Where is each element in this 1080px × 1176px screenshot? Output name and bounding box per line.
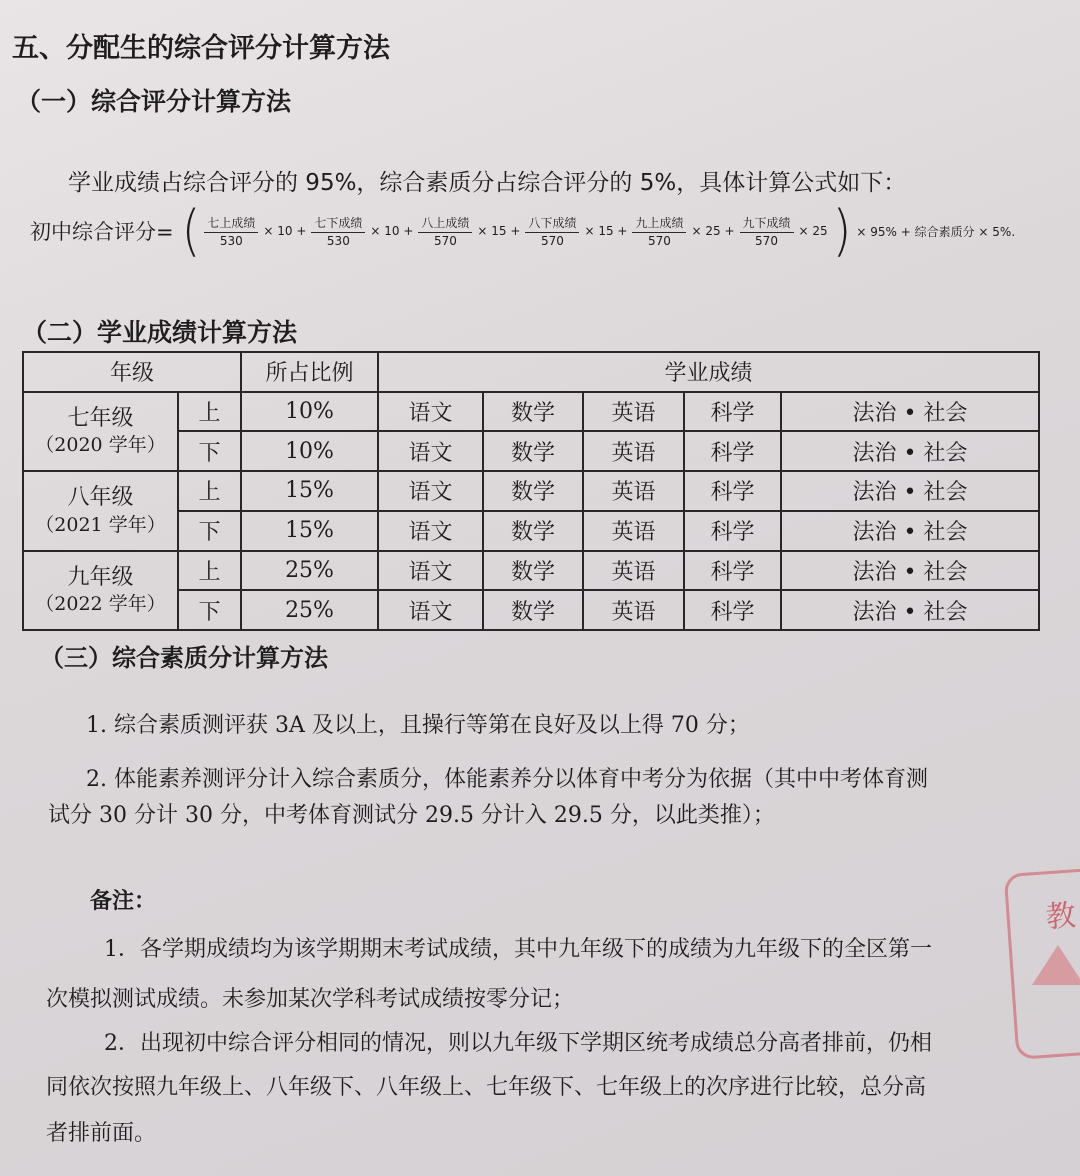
- subject-cell: 语文: [378, 590, 483, 630]
- fraction-numerator: 九下成绩: [740, 214, 794, 233]
- fraction-numerator: 八上成绩: [418, 214, 472, 233]
- quality-rule-1: 1. 综合素质测评获 3A 及以上，且操行等第在良好及以上得 70 分；: [86, 713, 750, 738]
- formula-label: 初中综合评分=: [30, 220, 174, 244]
- fraction-numerator: 八下成绩: [525, 214, 579, 233]
- subject-cell: 语文: [378, 551, 483, 591]
- formula-right-paren: ): [832, 198, 852, 264]
- fraction-denominator: 570: [540, 234, 564, 248]
- formula-fraction: [418, 214, 472, 248]
- subject-cell: 英语: [583, 551, 684, 591]
- note-2-line-2: 同依次按照九年级上、八年级下、八年级上、七年级下、七年级上的次序进行比较，总分高: [46, 1075, 927, 1100]
- grade-year: （2021 学年）: [35, 513, 166, 536]
- term-cell: 下: [178, 511, 241, 551]
- note-1-line-2: 次模拟测试成绩。未参加某次学科考试成绩按零分记；: [46, 987, 575, 1012]
- formula-fraction: [632, 214, 686, 248]
- section-1-intro: 学业成绩占综合评分的 95%，综合素质分占综合评分的 5%，具体计算公式如下：: [68, 170, 907, 196]
- subject-cell: 语文: [378, 471, 483, 511]
- formula-fraction: [740, 214, 794, 248]
- formula-operator: × 10 +: [263, 224, 307, 238]
- grade-name: 八年级: [67, 485, 134, 511]
- term-cell: 上: [178, 551, 241, 591]
- formula-fraction: [204, 214, 258, 248]
- ratio-cell: 25%: [241, 590, 378, 630]
- seal-star-icon: [1032, 945, 1080, 985]
- subject-cell: 数学: [483, 392, 583, 432]
- header-grade: 年级: [23, 352, 241, 392]
- subject-cell: 科学: [684, 392, 781, 432]
- fraction-denominator: 570: [755, 234, 778, 248]
- subject-cell: 英语: [583, 471, 684, 511]
- subject-cell: 英语: [583, 392, 684, 432]
- subject-cell: 数学: [483, 511, 583, 551]
- subject-cell: 科学: [684, 431, 781, 471]
- fraction-denominator: 530: [326, 234, 350, 248]
- subject-cell: 法治 • 社会: [781, 551, 1039, 591]
- header-ratio: 所占比例: [241, 352, 378, 392]
- formula-fraction: [311, 214, 365, 248]
- formula-tail: × 95% + 综合素质分 × 5%.: [856, 224, 1016, 239]
- term-cell: 下: [178, 431, 241, 471]
- subject-cell: 语文: [378, 431, 483, 471]
- section-3-title: （三）综合素质分计算方法: [40, 644, 328, 672]
- term-cell: 上: [178, 392, 241, 432]
- subject-cell: 法治 • 社会: [781, 392, 1039, 432]
- note-1-line-1: 1．各学期成绩均为该学期期末考试成绩，其中九年级下的成绩为九年级下的全区第一: [104, 937, 932, 962]
- subject-cell: 科学: [684, 551, 781, 591]
- grade-cell: [23, 392, 178, 471]
- subject-cell: 科学: [684, 590, 781, 630]
- subject-cell: 法治 • 社会: [781, 511, 1039, 551]
- section-1-title: （一）综合评分计算方法: [16, 87, 292, 116]
- subject-cell: 语文: [378, 511, 483, 551]
- subject-cell: 英语: [583, 590, 684, 630]
- fraction-numerator: 七上成绩: [204, 214, 258, 233]
- fraction-denominator: 570: [648, 234, 671, 248]
- quality-rule-2-line-1: 2. 体能素养测评分计入综合素质分，体能素养分以体育中考分为依据（其中中考体育测: [86, 767, 928, 792]
- section-2-title: （二）学业成绩计算方法: [22, 318, 298, 347]
- table-row: [23, 471, 1039, 511]
- fraction-numerator: 九上成绩: [632, 214, 686, 233]
- subject-cell: 英语: [583, 431, 684, 471]
- fraction-denominator: 530: [219, 234, 243, 248]
- fraction-denominator: 570: [433, 234, 457, 248]
- subject-cell: 英语: [583, 511, 684, 551]
- subject-cell: 法治 • 社会: [781, 590, 1039, 630]
- ratio-cell: 15%: [241, 471, 378, 511]
- subject-cell: 数学: [483, 431, 583, 471]
- subject-cell: 法治 • 社会: [781, 471, 1039, 511]
- subject-cell: 语文: [378, 392, 483, 432]
- subject-cell: 数学: [483, 590, 583, 630]
- header-academic-score: 学业成绩: [378, 352, 1039, 392]
- grade-year: （2020 学年）: [35, 434, 166, 457]
- score-formula: [30, 198, 1018, 264]
- formula-left-paren: (: [181, 198, 201, 264]
- grade-cell: [23, 551, 178, 630]
- grade-name: 七年级: [67, 405, 134, 431]
- notes-title: 备注：: [90, 888, 157, 914]
- table-row: [23, 392, 1039, 432]
- subject-cell: 科学: [684, 511, 781, 551]
- page-title: 五、分配生的综合评分计算方法: [12, 33, 390, 64]
- ratio-cell: 15%: [241, 511, 378, 551]
- subject-cell: 数学: [483, 551, 583, 591]
- grade-name: 九年级: [67, 564, 134, 590]
- quality-rule-2-line-2: 试分 30 分计 30 分，中考体育测试分 29.5 分计入 29.5 分，以此类推）；: [48, 803, 775, 828]
- fraction-numerator: 七下成绩: [311, 214, 365, 233]
- ratio-cell: 25%: [241, 551, 378, 591]
- formula-operator: × 15 +: [477, 224, 521, 238]
- note-2-line-3: 者排前面。: [46, 1121, 157, 1146]
- formula-terms: [202, 214, 830, 248]
- subject-cell: 科学: [684, 471, 781, 511]
- term-cell: 上: [178, 471, 241, 511]
- term-cell: 下: [178, 590, 241, 630]
- table-row: [23, 551, 1039, 591]
- note-2-line-1: 2．出现初中综合评分相同的情况，则以九年级下学期区统考成绩总分高者排前，仍相: [104, 1031, 932, 1056]
- formula-operator: × 25: [798, 224, 828, 238]
- grade-year: （2022 学年）: [35, 593, 166, 616]
- formula-operator: × 10 +: [370, 224, 414, 238]
- subject-cell: 法治 • 社会: [781, 431, 1039, 471]
- formula-operator: × 25 +: [691, 224, 735, 238]
- ratio-cell: 10%: [241, 431, 378, 471]
- stamp-char: 教: [1044, 898, 1077, 936]
- grade-cell: [23, 471, 178, 550]
- ratio-cell: 10%: [241, 392, 378, 432]
- academic-score-table: [22, 351, 1040, 631]
- table-header-row: [23, 352, 1039, 392]
- formula-fraction: [525, 214, 579, 248]
- subject-cell: 数学: [483, 471, 583, 511]
- formula-operator: × 15 +: [584, 224, 628, 238]
